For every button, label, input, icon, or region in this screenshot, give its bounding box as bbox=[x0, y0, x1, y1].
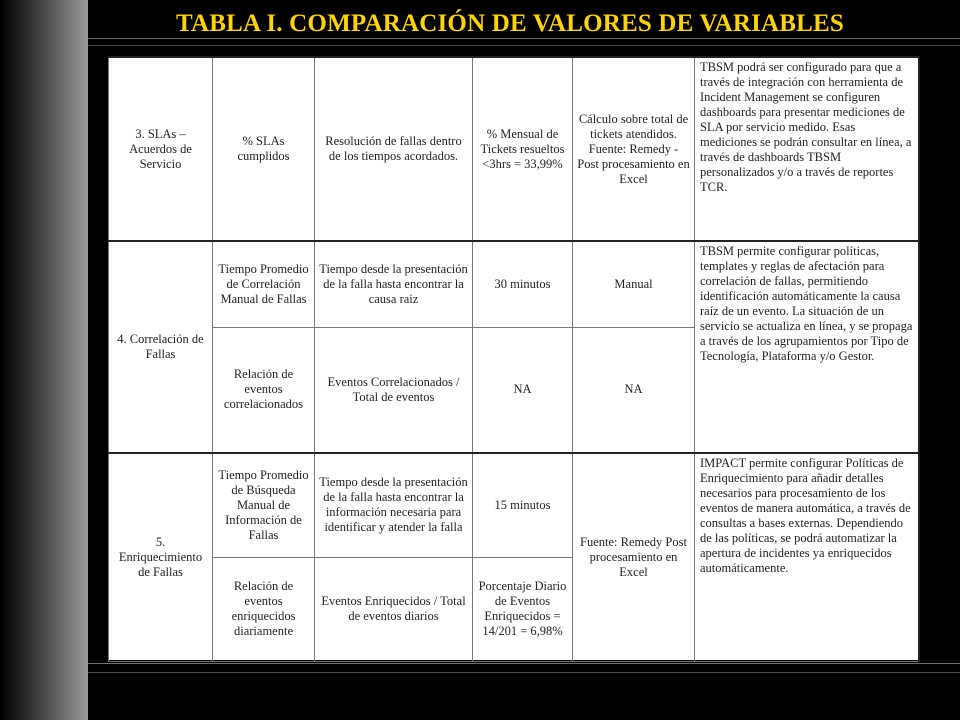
definition-cell: Tiempo desde la presentación de la falla hasta encontrar la información necesaria para identificar y atender la falla bbox=[315, 453, 473, 557]
bottom-rule bbox=[88, 663, 960, 664]
section-cell: 5. Enriquecimiento de Fallas bbox=[109, 453, 213, 661]
description-cell: TBSM permite configurar políticas, templates y reglas de afectación para correlación de fallas, permitiendo identificación automáticamente la causa raíz de un evento. La situación de un servicio se actualiza en línea, y se propaga a través de los agrupamientos por Tipo de Tecnología, Plataforma y/o Gestor. bbox=[695, 241, 919, 453]
source-cell: Manual bbox=[573, 241, 695, 327]
value-cell: Porcentaje Diario de Eventos Enriquecidos = 14/201 = 6,98% bbox=[473, 557, 573, 661]
definition-cell: Resolución de fallas dentro de los tiempos acordados. bbox=[315, 57, 473, 241]
definition-cell: Eventos Correlacionados / Total de eventos bbox=[315, 327, 473, 453]
top-rule bbox=[88, 38, 960, 39]
definition-cell: Eventos Enriquecidos / Total de eventos diarios bbox=[315, 557, 473, 661]
value-cell: 30 minutos bbox=[473, 241, 573, 327]
left-gradient-band bbox=[0, 0, 88, 720]
comparison-table bbox=[108, 56, 920, 662]
section-cell: 4. Correlación de Fallas bbox=[109, 241, 213, 453]
description-cell: TBSM podrá ser configurado para que a través de integración con herramienta de Incident Management se configuren dashboards para presentar mediciones de SLA por servicio medido. Esas mediciones se podrán consultar en línea, a través de dashboards TBSM personalizados y/o a través de reportes TCR. bbox=[695, 57, 919, 241]
source-cell: Cálculo sobre total de tickets atendidos. Fuente: Remedy - Post procesamiento en Excel bbox=[573, 57, 695, 241]
value-cell: NA bbox=[473, 327, 573, 453]
indicator-cell: % SLAs cumplidos bbox=[213, 57, 315, 241]
bottom-rule-secondary bbox=[88, 672, 960, 673]
indicator-cell: Relación de eventos correlacionados bbox=[213, 327, 315, 453]
indicator-cell: Relación de eventos enriquecidos diariamente bbox=[213, 557, 315, 661]
description-cell: IMPACT permite configurar Políticas de Enriquecimiento para añadir detalles necesarios para procesamiento de los eventos de manera automática, a través de consultas a bases externas. Dependiendo de las políticas, se podrá automatizar la apertura de incidentes ya enriquecidos automáticamente. bbox=[695, 453, 919, 661]
slide-title: TABLA I. COMPARACIÓN DE VALORES DE VARIABLES bbox=[176, 10, 844, 37]
source-cell: NA bbox=[573, 327, 695, 453]
table-row bbox=[109, 241, 919, 327]
table-row bbox=[109, 57, 919, 241]
value-cell: % Mensual de Tickets resueltos <3hrs = 33,99% bbox=[473, 57, 573, 241]
value-cell: 15 minutos bbox=[473, 453, 573, 557]
indicator-cell: Tiempo Promedio de Correlación Manual de Fallas bbox=[213, 241, 315, 327]
source-cell: Fuente: Remedy Post procesamiento en Excel bbox=[573, 453, 695, 661]
indicator-cell: Tiempo Promedio de Búsqueda Manual de Información de Fallas bbox=[213, 453, 315, 557]
section-cell: 3. SLAs – Acuerdos de Servicio bbox=[109, 57, 213, 241]
definition-cell: Tiempo desde la presentación de la falla hasta encontrar la causa raiz bbox=[315, 241, 473, 327]
top-rule-secondary bbox=[88, 45, 960, 46]
comparison-table-wrapper bbox=[108, 56, 918, 660]
table-row bbox=[109, 453, 919, 557]
